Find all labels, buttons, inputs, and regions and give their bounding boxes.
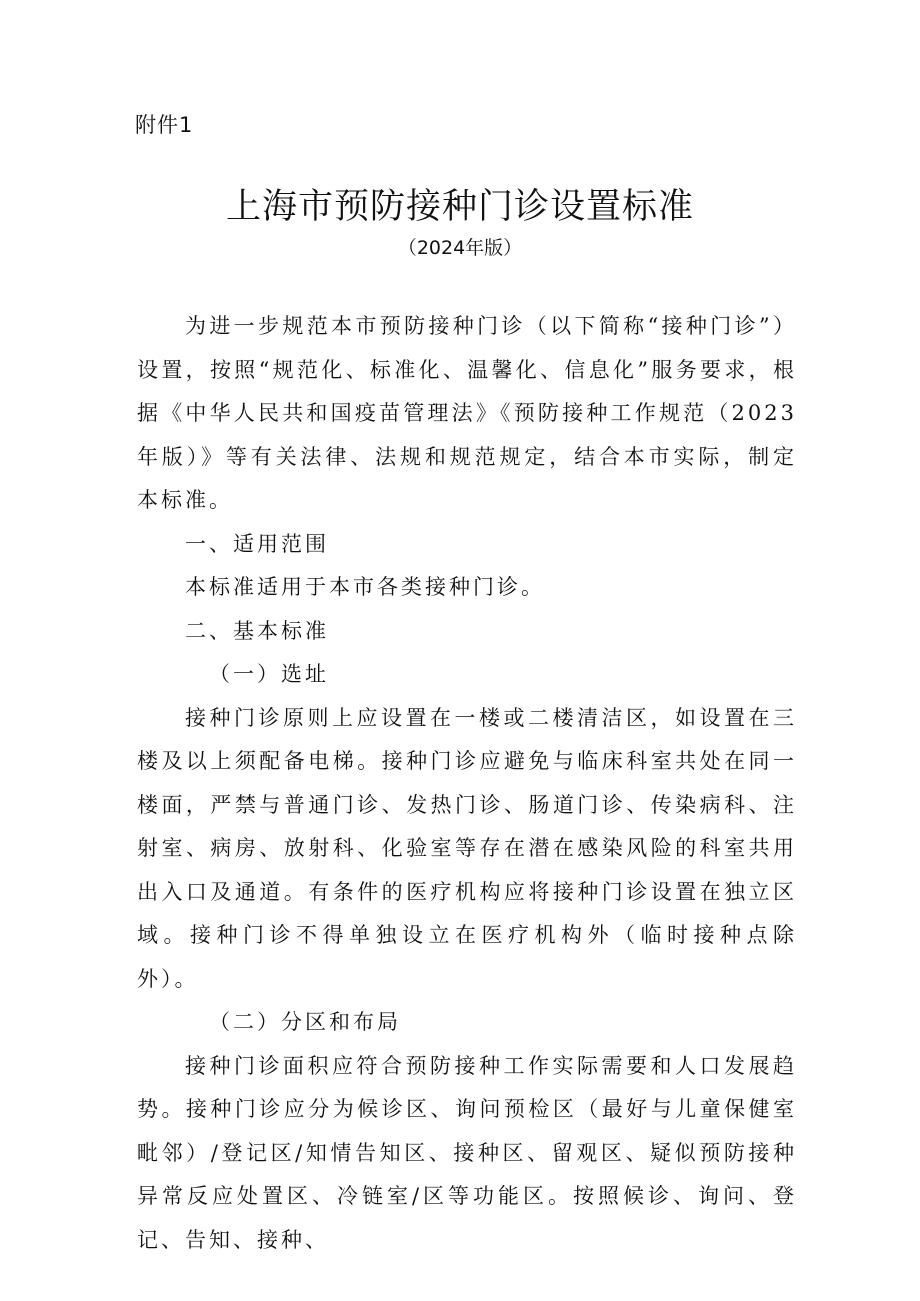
zoning-layout-paragraph: 接种门诊面积应符合预防接种工作实际需要和人口发展趋势。接种门诊应分为候诊区、询问预检区（最好与儿童保健室毗邻）/登记区/知情告知区、接种区、留观区、疑似预防接种异常反应处置区、冷链室/区等功能区。按照候诊、询问、登记、告知、接种、 xyxy=(137,1053,797,1252)
scope-paragraph: 本标准适用于本市各类接种门诊。 xyxy=(185,575,545,599)
attachment-label: 附件1 xyxy=(135,113,194,137)
document-body xyxy=(137,305,797,1262)
site-selection-paragraph: 接种门诊原则上应设置在一楼或二楼清洁区，如设置在三楼及以上须配备电梯。接种门诊应避免与临床科室共处在同一楼面，严禁与普通门诊、发热门诊、肠道门诊、传染病科、注射室、病房、放射科、化验室等存在潜在感染风险的科室共用出入口及通道。有条件的医疗机构应将接种门诊设置在独立区域。接种门诊不得单独设立在医疗机构外（临时接种点除外）。 xyxy=(137,705,797,991)
intro-paragraph: 为进一步规范本市预防接种门诊（以下简称“接种门诊”）设置，按照“规范化、标准化、温馨化、信息化”服务要求，根据《中华人民共和国疫苗管理法》《预防接种工作规范（2023年版）》等有关法律、法规和规范规定，结合本市实际，制定本标准。 xyxy=(137,314,797,512)
subsection-heading-zoning-layout: （二）分区和布局 xyxy=(209,1010,401,1034)
document-edition: （2024年版） xyxy=(397,237,523,259)
subsection-heading-site-selection: （一）选址 xyxy=(209,662,329,686)
section-heading-basic-standards: 二、基本标准 xyxy=(185,618,329,643)
document-title: 上海市预防接种门诊设置标准 xyxy=(225,187,694,227)
section-heading-scope: 一、适用范围 xyxy=(185,531,329,556)
